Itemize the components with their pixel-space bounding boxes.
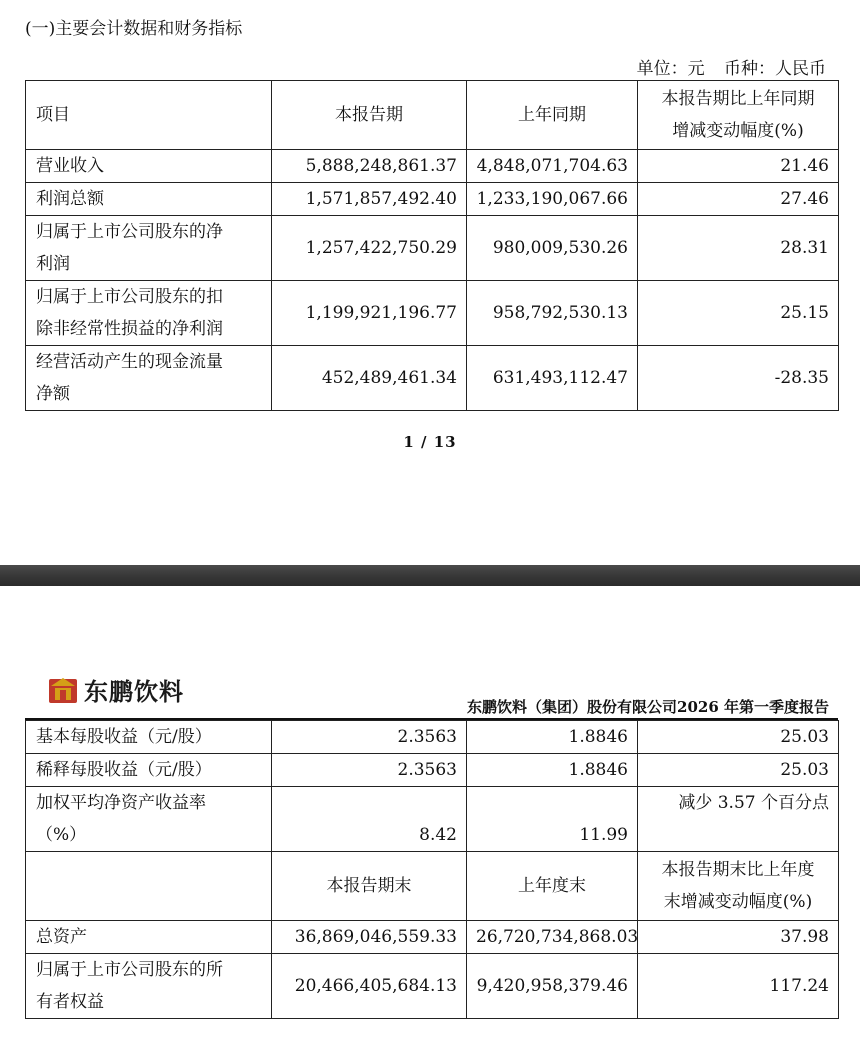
cell-prior: 1,233,190,067.66: [467, 183, 638, 216]
cell-prior: 1.8846: [467, 721, 638, 754]
subheader-change-percent: [638, 852, 839, 921]
cell-current: 1,199,921,196.77: [272, 281, 467, 346]
header-current-period: 本报告期: [272, 81, 467, 150]
row-label: [26, 281, 272, 346]
page-number: 1 / 13: [403, 433, 457, 451]
table-row: [26, 954, 839, 1019]
cell-current: 2.3563: [272, 754, 467, 787]
cell-current: 5,888,248,861.37: [272, 150, 467, 183]
row-label: 稀释每股收益（元/股）: [26, 754, 272, 787]
table-row: [26, 183, 839, 216]
row-label: 营业收入: [26, 150, 272, 183]
table-header-row: [26, 81, 839, 150]
header-change-line-1: 本报告期比上年同期: [661, 89, 815, 109]
table-subheader-row: [26, 852, 839, 921]
unit-currency-line: [637, 54, 826, 79]
row-label: [26, 787, 272, 852]
cell-change: -28.35: [638, 346, 839, 411]
row-label-line-1: 归属于上市公司股东的所: [36, 960, 223, 980]
row-label: [26, 346, 272, 411]
table-row: [26, 150, 839, 183]
subheader-period-end: 本报告期末: [272, 852, 467, 921]
logo-text: 东鹏饮料: [84, 678, 184, 706]
cell-change: 25.03: [638, 721, 839, 754]
cell-prior: 11.99: [467, 787, 638, 852]
row-label: [26, 954, 272, 1019]
section-title: (一)主要会计数据和财务指标: [25, 19, 243, 39]
report-running-header: 东鹏饮料（集团）股份有限公司2026 年第一季度报告: [467, 698, 829, 716]
header-item: 项目: [26, 81, 272, 150]
row-label-line-1: 归属于上市公司股东的净: [36, 222, 223, 242]
row-label: 利润总额: [26, 183, 272, 216]
cell-change: 21.46: [638, 150, 839, 183]
table-row: [26, 754, 839, 787]
company-logo: [48, 672, 184, 707]
subheader-change-line-2: 末增减变动幅度(%): [663, 892, 813, 912]
cell-prior: 4,848,071,704.63: [467, 150, 638, 183]
cell-change: 28.31: [638, 216, 839, 281]
header-change-percent: [638, 81, 839, 150]
cell-current: 20,466,405,684.13: [272, 954, 467, 1019]
subheader-blank: [26, 852, 272, 921]
table-row: [26, 721, 839, 754]
unit-label: 单位：元: [636, 59, 705, 79]
cell-change: 减少 3.57 个百分点: [638, 787, 839, 852]
cell-current: 452,489,461.34: [272, 346, 467, 411]
row-label-line-2: （%）: [36, 825, 87, 845]
table-row: [26, 281, 839, 346]
cell-change: 25.03: [638, 754, 839, 787]
row-label-line-2: 有者权益: [36, 992, 104, 1012]
row-label: 总资产: [26, 921, 272, 954]
row-label-line-1: 加权平均净资产收益率: [36, 793, 206, 813]
cell-change: 25.15: [638, 281, 839, 346]
header-prior-period: 上年同期: [467, 81, 638, 150]
subheader-prior-year-end: 上年度末: [467, 852, 638, 921]
cell-current: 2.3563: [272, 721, 467, 754]
cell-change: 27.46: [638, 183, 839, 216]
cell-change: 37.98: [638, 921, 839, 954]
cell-change: 117.24: [638, 954, 839, 1019]
page-separator: [0, 565, 860, 586]
financial-data-table-continued: [25, 720, 839, 1019]
cell-current: 1,257,422,750.29: [272, 216, 467, 281]
table-row: [26, 346, 839, 411]
cell-current: 1,571,857,492.40: [272, 183, 467, 216]
row-label-line-2: 除非经常性损益的净利润: [36, 319, 223, 339]
table-row: [26, 216, 839, 281]
header-change-line-2: 增减变动幅度(%): [672, 121, 804, 141]
cell-prior: 1.8846: [467, 754, 638, 787]
row-label: 基本每股收益（元/股）: [26, 721, 272, 754]
cell-current: 36,869,046,559.33: [272, 921, 467, 954]
cell-prior: 980,009,530.26: [467, 216, 638, 281]
row-label-line-1: 经营活动产生的现金流量: [36, 352, 223, 372]
financial-data-table: [25, 80, 839, 411]
cell-prior: 9,420,958,379.46: [467, 954, 638, 1019]
logo-emblem-icon: [48, 676, 78, 704]
table-row: [26, 921, 839, 954]
cell-prior: 26,720,734,868.03: [467, 921, 638, 954]
cell-prior: 958,792,530.13: [467, 281, 638, 346]
document-page-2: [0, 586, 860, 1040]
subheader-change-line-1: 本报告期末比上年度: [661, 860, 815, 880]
row-label: [26, 216, 272, 281]
cell-current: 8.42: [272, 787, 467, 852]
row-label-line-2: 净额: [36, 384, 70, 404]
row-label-line-2: 利润: [36, 254, 70, 274]
cell-prior: 631,493,112.47: [467, 346, 638, 411]
currency-label: 币种：人民币: [724, 59, 826, 79]
table-row: [26, 787, 839, 852]
row-label-line-1: 归属于上市公司股东的扣: [36, 287, 223, 307]
